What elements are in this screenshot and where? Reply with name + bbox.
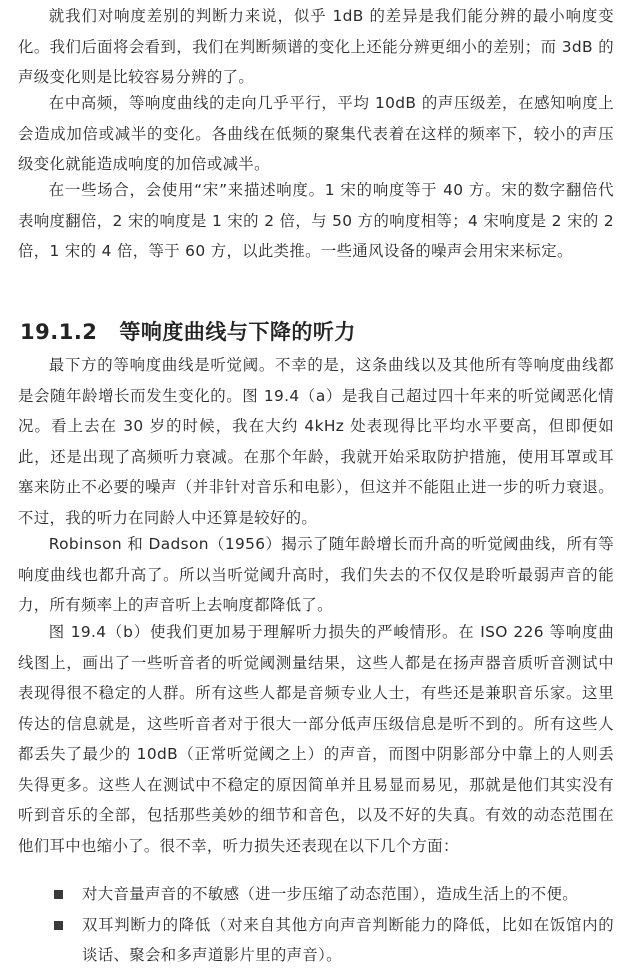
section-title: 等响度曲线与下降的听力 <box>119 320 356 344</box>
square-bullet-icon <box>54 890 63 899</box>
hearing-loss-list <box>52 879 614 971</box>
paragraph-loudness-difference: 就我们对响度差别的判断力来说，似乎 1dB 的差异是我们能分辨的最小响度变化。我们后面将会看到，我们在判断频谱的变化上还能分辨更细小的差别；而 3dB 的声级变化则是比较容易分辨的了。 <box>18 7 614 86</box>
paragraph-figure-b: 图 19.4（b）使我们更加易于理解听力损失的严峻情形。在 ISO 226 等响度曲线图上，画出了一些听音者的听觉阈测量结果，这些人都是在扬声器音质听音测试中表现得很不稳定的人群。所有这些人都是音频专业人士，有些还是兼职音乐家。这里传达的信息就是，这些听音者对于很大一部分低声压级信息是听不到的。所有这些人都丢失了最少的 10dB（正常听觉阈之上）的声音，而图中阴影部分中靠上的人则丢失得更多。这些人在测试中不稳定的原因简单并且易显而易见，那就是他们其实没有听到音乐的全部，包括那些美妙的细节和音色，以及不好的失真。有效的动态范围在他们耳中也缩小了。很不幸，听力损失还表现在以下几个方面： <box>18 623 614 855</box>
paragraph-robinson-dadson: Robinson 和 Dadson（1956）揭示了随年龄增长而升高的听觉阈曲线，所有等响度曲线也都升高了。所以当听觉阈升高时，我们失去的不仅仅是聆听最弱声音的能力，所有频率上的声音听上去响度都降低了。 <box>18 535 614 614</box>
section-number: 19.1.2 <box>20 320 98 344</box>
paragraph-hearing-threshold: 最下方的等响度曲线是听觉阈。不幸的是，这条曲线以及其他所有等响度曲线都是会随年龄增长而发生变化的。图 19.4（a）是我自己超过四十年来的听觉阈恶化情况。看上去在 30 岁的时候，我在大约 4kHz 处表现得比平均水平要高，但即便如此，还是出现了高频听力衰减。在那个年龄，我就开始采取防护措施，使用耳罩或耳塞来防止不必要的噪声（并非针对音乐和电影），但这并不能阻止进一步的听力衰退。不过，我的听力在同龄人中还算是较好的。 <box>18 356 614 527</box>
list-item <box>52 910 614 971</box>
square-bullet-icon <box>54 921 63 930</box>
section-heading <box>20 316 356 348</box>
list-item <box>52 879 614 910</box>
paragraph-sone: 在一些场合，会使用“宋”来描述响度。1 宋的响度等于 40 方。宋的数字翻倍代表响度翻倍，2 宋的响度是 1 宋的 2 倍，与 50 方的响度相等；4 宋响度是 2 宋的 2 倍，1 宋的 4 倍，等于 60 方，以此类推。一些通风设备的噪声会用宋来标定。 <box>18 181 614 260</box>
paragraph-mid-high-frequency: 在中高频，等响度曲线的走向几乎平行，平均 10dB 的声压级差，在感知响度上会造成加倍或减半的变化。各曲线在低频的聚集代表着在这样的频率下，较小的声压级变化就能造成响度的加倍或减半。 <box>18 94 614 173</box>
list-item-text: 对大音量声音的不敏感（进一步压缩了动态范围），造成生活上的不便。 <box>82 885 579 903</box>
list-item-text: 双耳判断力的降低（对来自其他方向声音判断能力的降低，比如在饭馆内的谈话、聚会和多声道影片里的声音）。 <box>82 915 614 964</box>
